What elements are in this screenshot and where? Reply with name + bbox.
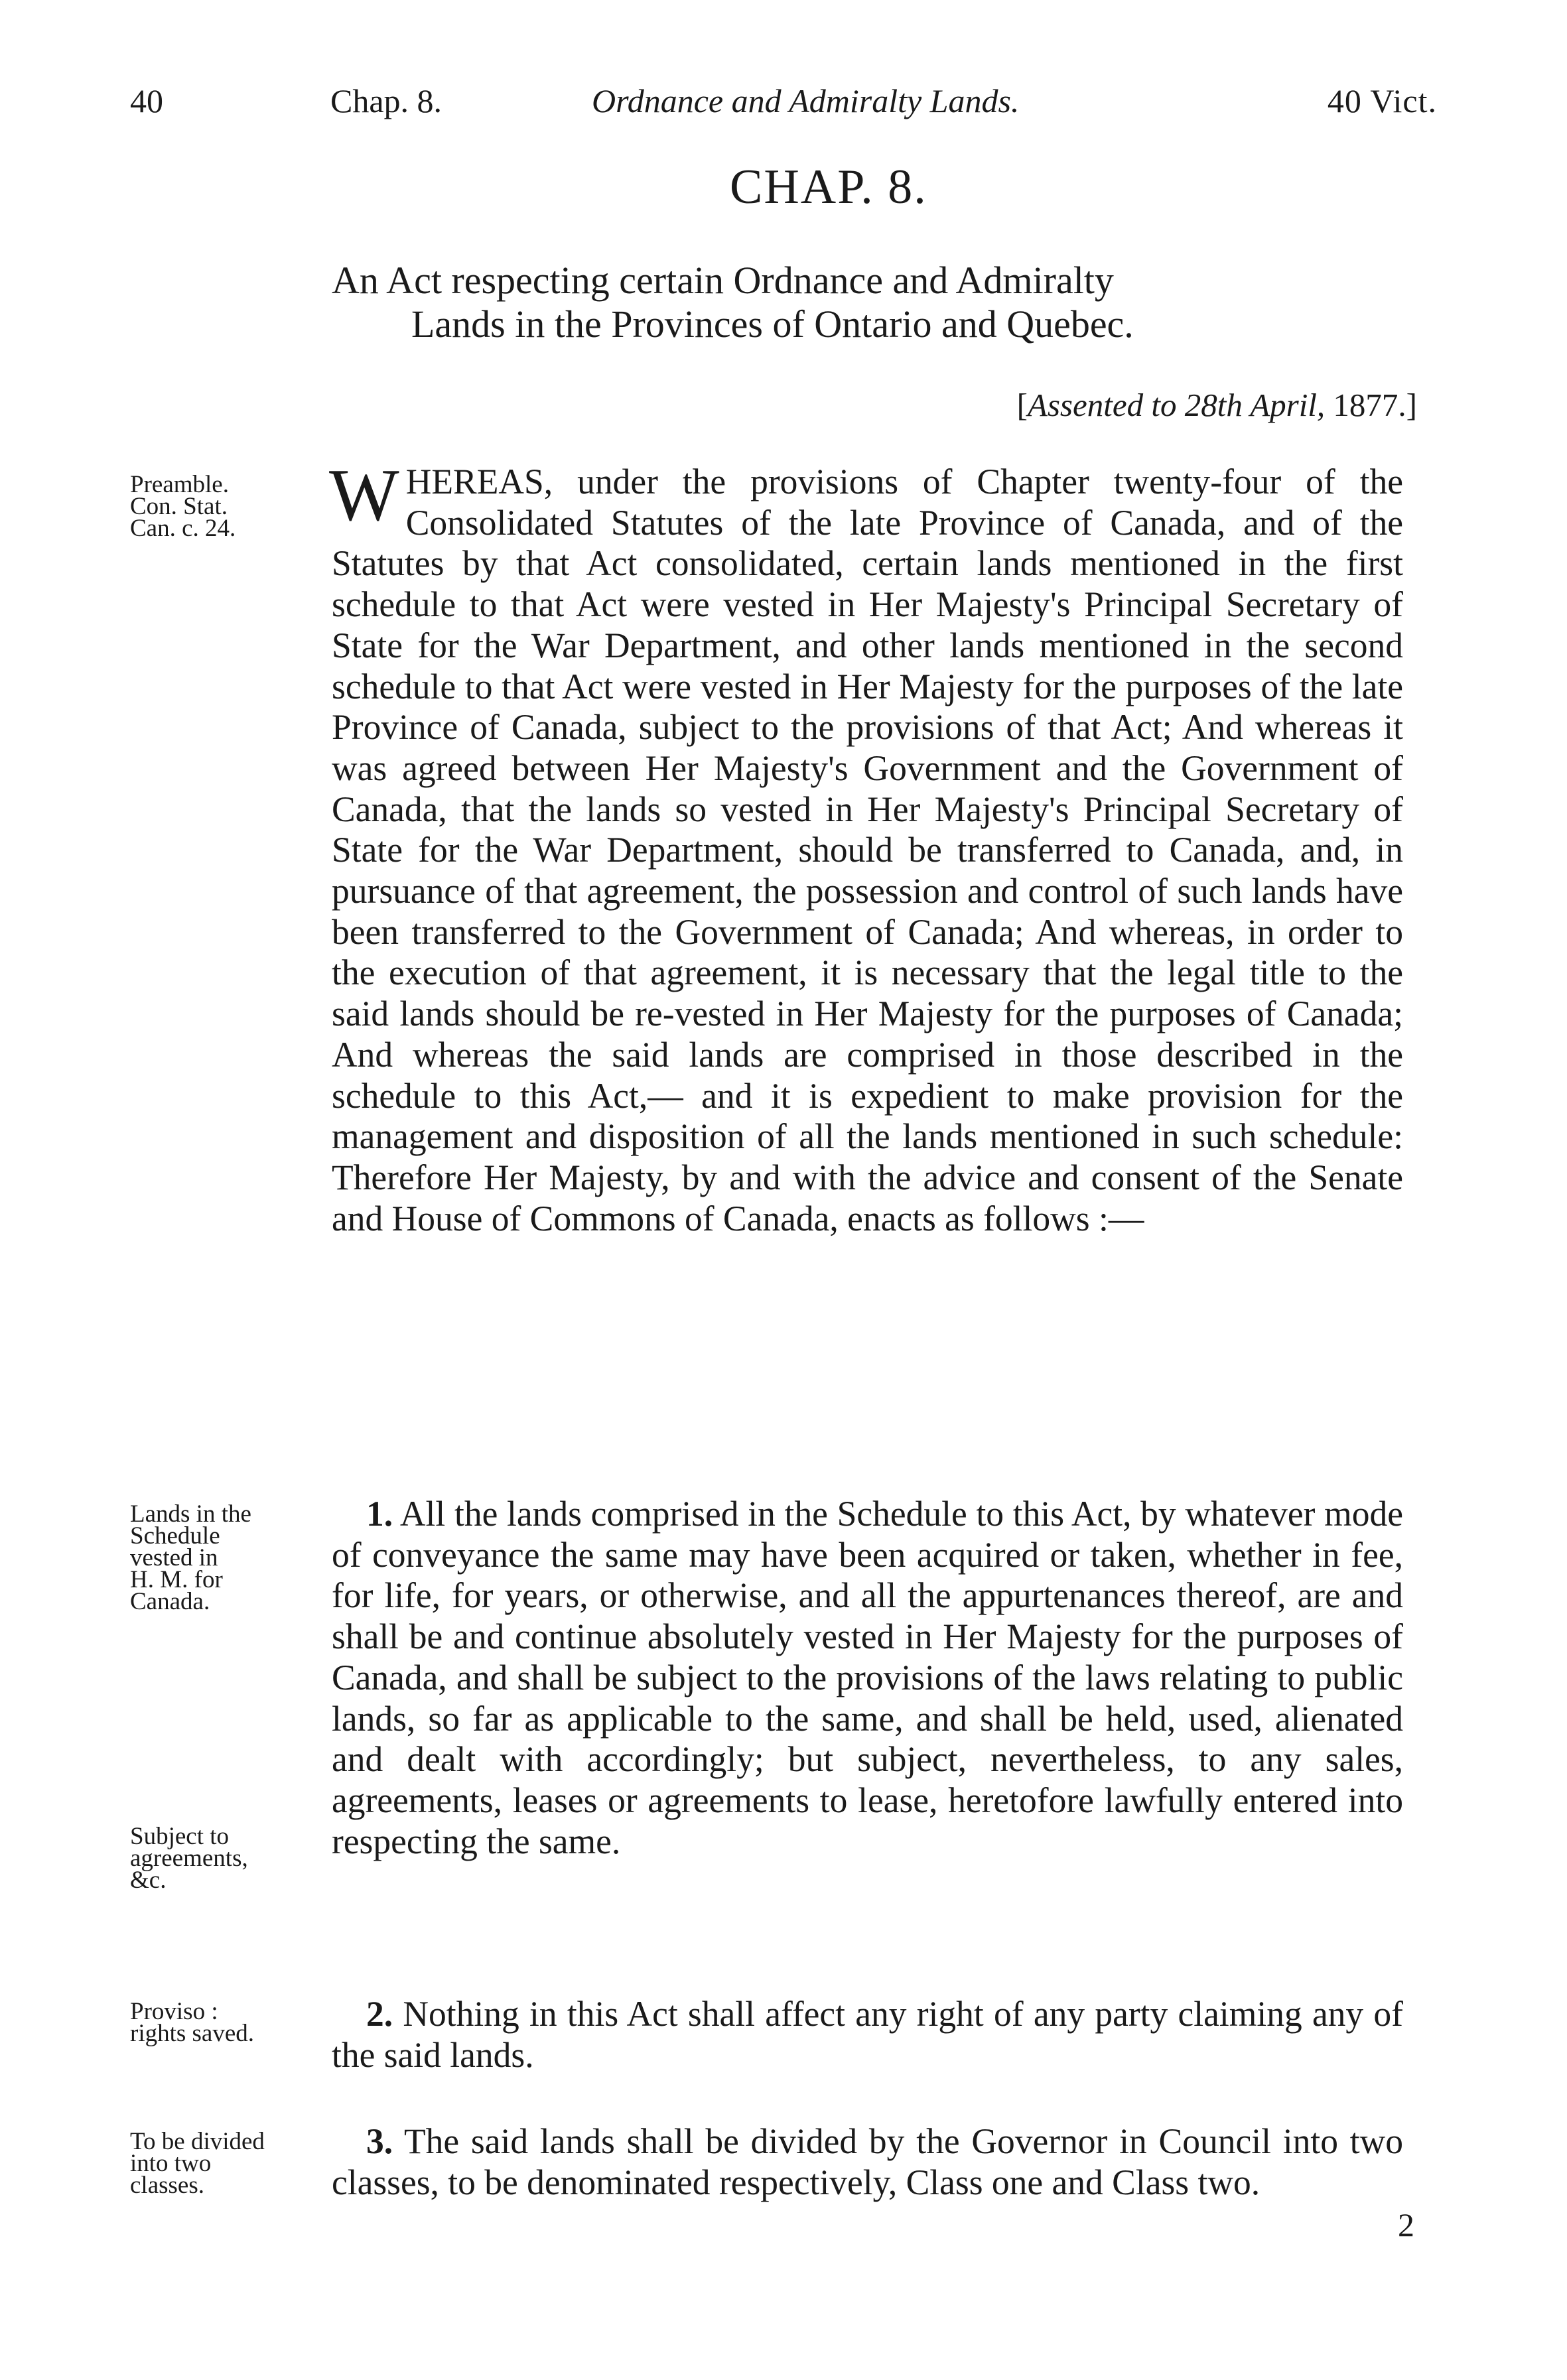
chapter-title: CHAP. 8. [730,160,927,214]
margin-note-section-2 [130,1998,255,2047]
act-title-line-1: An Act respecting certain Ordnance and Admiralty [332,259,1114,302]
preamble-text: HEREAS, under the provisions of Chapter twenty-four of the Consolidated Statutes of the late Province of Canada, and of the Statutes by that Act consolidated, certain lands mentioned in the first schedule to that Act were vested in Her Majesty's Principal Secretary of State for the War Department, and other lands mentioned in the second schedule to that Act were vested in Her Majesty for the purposes of the late Province of Canada, subject to the provisions of that Act; And whereas it was agreed between Her Majesty's Government and the Government of Canada, that the lands so vested in Her Majesty's Principal Secretary of State for the War Department, should be transferred to Canada, and, in pursuance of that agreement, the possession and control of such lands have been transferred to the Government of Canada; And whereas, in order to the execution of that agreement, it is necessary that the legal title to the said lands should be re-vested in Her Majesty for the purposes of Canada; And whereas the said lands are comprised in those described in the schedule to this Act,— and it is expedient to make provision for the management and disposition of all the lands mentioned in such schedule: Therefore Her Majesty, by and with the advice and consent of the Senate and House of Commons of Canada, enacts as follows :— [332,462,1403,1238]
margin-note-line: H. M. for [130,1566,223,1593]
margin-note-line: vested in [130,1544,218,1571]
margin-note-line: To be divided [130,2128,265,2155]
preamble-paragraph [329,454,1403,1239]
margin-note-line: Subject to [130,1823,230,1850]
running-title: Ordnance and Admiralty Lands. [592,82,1020,119]
drop-cap: W [329,454,399,537]
section-2 [332,1994,1403,2076]
margin-note-section-1 [130,1500,251,1615]
margin-note-line: Can. c. 24. [130,515,236,542]
assent-year: 1877. [1333,387,1406,423]
header-chapter: Chap. 8. [330,82,443,119]
margin-note-line: agreements, [130,1845,248,1872]
section-1 [332,1494,1403,1862]
page-number: 40 [130,82,163,119]
margin-note-line: Schedule [130,1522,220,1550]
margin-note-line: Con. Stat. [130,493,228,520]
margin-note-line: classes. [130,2172,204,2199]
assent-text: Assented to 28th April, [1027,387,1326,423]
act-title [332,259,1420,346]
margin-note-line: Proviso : [130,1998,218,2025]
section-number: 2. [366,1994,393,2034]
section-text: The said lands shall be divided by the Governor in Council into two classes, to be denominated respectively, Class one and Class two. [332,2121,1403,2202]
section-text: All the lands comprised in the Schedule to this Act, by whatever mode of conveyance the same may have been acquired or taken, whether in fee, for life, for years, or otherwise, and all the appurtenances thereof, are and shall be and continue absolutely vested in Her Majesty for the purposes of Canada, and shall be subject to the provisions of the laws relating to public lands, so far as applicable to the same, and shall be held, used, alienated and dealt with accordingly; but subject, nevertheless, to any sales, agreements, leases or agreements to lease, heretofore lawfully entered into respecting the same. [332,1494,1403,1861]
section-3 [332,2121,1403,2203]
section-number: 3. [366,2121,393,2161]
assent-date: [Assented to 28th April, 1877.] [1016,387,1417,423]
running-header [130,74,1437,127]
margin-note-line: &c. [130,1867,167,1894]
margin-note-line: rights saved. [130,2020,255,2047]
act-title-line-2: Lands in the Provinces of Ontario and Quebec. [411,302,1134,346]
margin-note-line: Lands in the [130,1500,251,1528]
margin-note-preamble [130,471,236,542]
margin-note-line: Preamble. [130,471,229,498]
regnal-year: 40 Vict. [1327,82,1437,119]
margin-note-agreements [130,1823,248,1894]
section-text: Nothing in this Act shall affect any right of any party claiming any of the said lands. [332,1994,1403,2075]
catchword: 2 [1398,2206,1414,2243]
margin-note-section-3 [130,2128,265,2199]
margin-note-line: into two [130,2150,212,2177]
margin-note-line: Canada. [130,1588,210,1615]
section-number: 1. [366,1494,393,1534]
